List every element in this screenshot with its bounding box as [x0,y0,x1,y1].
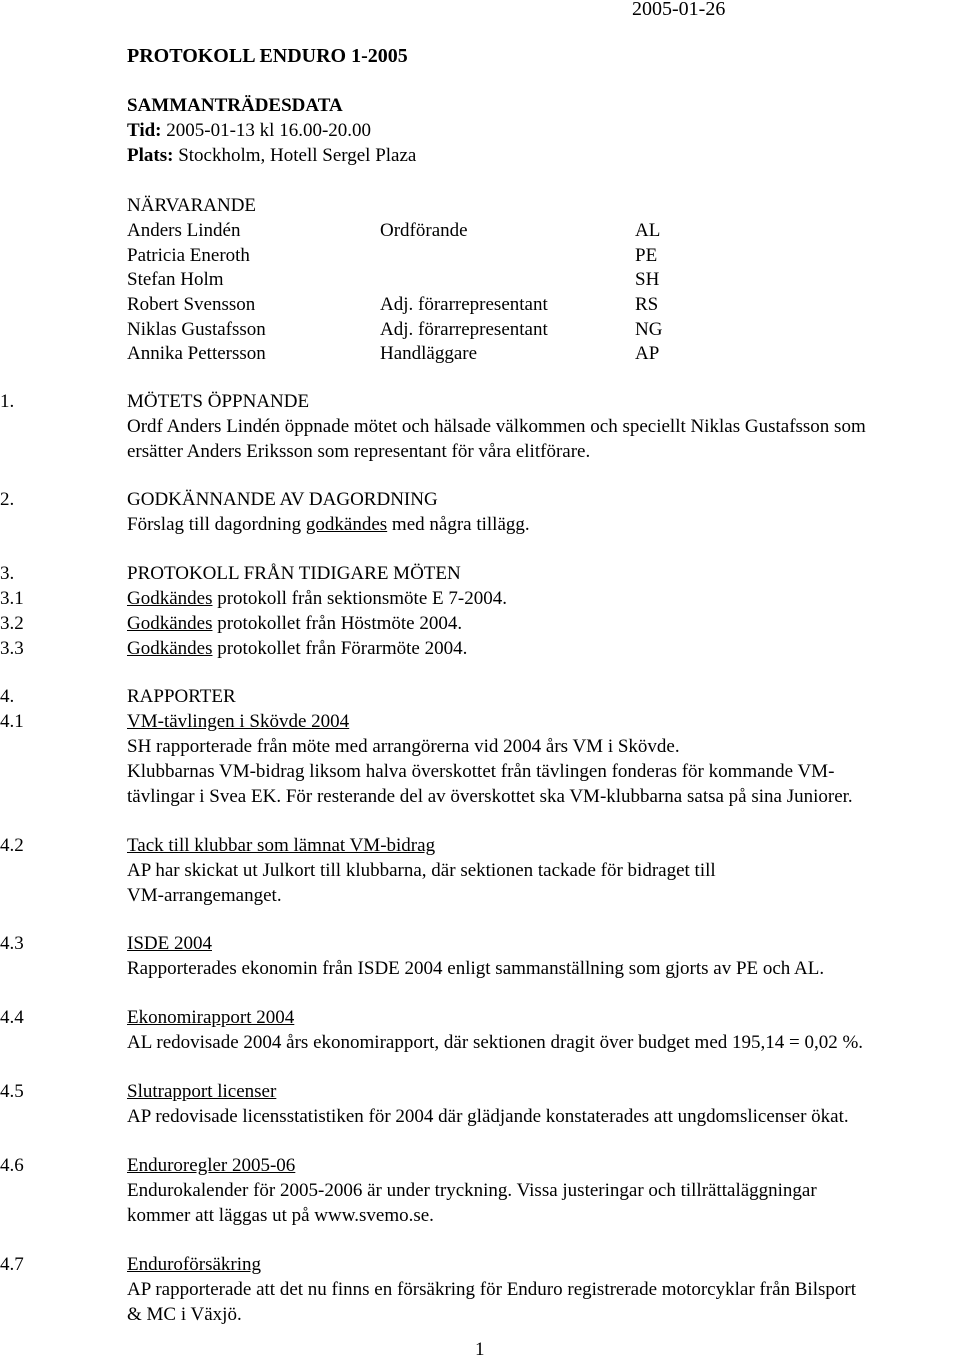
section-1-text-line: Ordf Anders Lindén öppnade mötet och hälsade välkommen och speciellt Niklas Gustafsson som [127,416,866,437]
attendee-initials: SH [635,269,660,291]
item-4-6-title: Enduroregler 2005-06 [127,1155,296,1176]
attendance-row [127,292,687,317]
attendee-initials: AP [635,343,660,365]
section-3-heading: PROTOKOLL FRÅN TIDIGARE MÖTEN [127,563,461,584]
item-3-2-number: 3.2 [0,613,24,634]
attendee-name: Anders Lindén [127,220,241,241]
attendance-heading: NÄRVARANDE [127,195,257,216]
item-4-7-line: & MC i Växjö. [127,1304,242,1325]
document-title: PROTOKOLL ENDURO 1-2005 [127,45,408,67]
attendee-role: Handläggare [380,343,478,365]
item-4-3-line: Rapporterades ekonomin från ISDE 2004 enligt sammanställning som gjorts av PE och AL. [127,958,825,979]
item-4-4-title: Ekonomirapport 2004 [127,1007,295,1028]
attendee-initials: RS [635,294,659,316]
section-2-text-pre: Förslag till dagordning [127,514,306,535]
attendee-role: Adj. förarrepresentant [380,318,548,340]
attendee-name: Robert Svensson [127,294,256,316]
item-4-7-line: AP rapporterade att det nu finns en försäkring för Enduro registrerade motorcyklar från Bilsport [127,1279,856,1300]
place-value: Stockholm, Hotell Sergel Plaza [173,145,417,166]
section-2-text [127,512,530,537]
item-3-2-underlined: Godkändes [127,613,213,634]
section-4-heading: RAPPORTER [127,686,236,707]
item-3-2-text [127,611,462,636]
attendance-table [127,218,687,366]
item-4-5-title: Slutrapport licenser [127,1081,277,1102]
item-4-1-line: tävlingar i Svea EK. För resterande del av överskottet ska VM-klubbarna satsa på sina Juniorer. [127,786,853,807]
section-2-underlined-word: godkändes [305,514,388,535]
item-4-5-number: 4.5 [0,1081,24,1102]
section-1-text-line: ersätter Anders Eriksson som representant för våra elitförare. [127,441,591,462]
section-2-number: 2. [0,489,15,510]
item-4-1-number: 4.1 [0,711,24,732]
item-4-2-title: Tack till klubbar som lämnat VM-bidrag [127,835,436,856]
item-3-3-rest: protokollet från Förarmöte 2004. [212,638,468,659]
item-3-1-underlined: Godkändes [127,588,213,609]
item-4-4-number: 4.4 [0,1007,24,1028]
item-4-6-number: 4.6 [0,1155,24,1176]
item-4-1-line: Klubbarnas VM-bidrag liksom halva överskottet från tävlingen fonderas för kommande VM- [127,761,835,782]
section-2-text-post: med några tillägg. [387,514,530,535]
meeting-heading: SAMMANTRÄDESDATA [127,95,343,116]
attendance-row [127,243,687,268]
item-4-2-number: 4.2 [0,835,24,856]
attendee-initials: NG [635,318,663,340]
item-4-2-line: VM-arrangemanget. [127,885,282,906]
document-date: 2005-01-26 [632,0,726,20]
attendance-row [127,317,687,342]
item-4-3-title: ISDE 2004 [127,933,212,954]
attendee-name: Patricia Eneroth [127,244,250,266]
item-3-2-rest: protokollet från Höstmöte 2004. [212,613,463,634]
attendee-role: Ordförande [380,220,468,241]
page-number: 1 [475,1339,485,1360]
item-3-3-number: 3.3 [0,638,24,659]
meeting-time [127,118,371,143]
item-4-7-title: Enduroförsäkring [127,1254,262,1275]
item-3-1-rest: protokoll från sektionsmöte E 7-2004. [212,588,507,609]
attendee-name: Niklas Gustafsson [127,318,266,340]
item-4-5-line: AP redovisade licensstatistiken för 2004 där glädjande konstaterades att ungdomslicenser ökat. [127,1106,849,1127]
section-2-heading: GODKÄNNANDE AV DAGORDNING [127,489,438,510]
item-3-3-underlined: Godkändes [127,638,213,659]
section-1-number: 1. [0,391,15,412]
meeting-place [127,143,416,168]
attendee-name: Annika Pettersson [127,343,266,365]
item-4-1-title: VM-tävlingen i Skövde 2004 [127,711,350,732]
item-4-7-number: 4.7 [0,1254,24,1275]
attendance-row [127,218,687,243]
time-value: 2005-01-13 kl 16.00-20.00 [161,120,372,141]
attendance-row [127,341,687,366]
item-4-4-line: AL redovisade 2004 års ekonomirapport, där sektionen dragit över budget med 195,14 = 0,02 %. [127,1032,864,1053]
section-3-number: 3. [0,563,15,584]
item-3-1-number: 3.1 [0,588,24,609]
item-4-6-line: kommer att läggas ut på www.svemo.se. [127,1205,434,1226]
item-4-3-number: 4.3 [0,933,24,954]
section-4-number: 4. [0,686,15,707]
item-4-6-line: Endurokalender för 2005-2006 är under tryckning. Vissa justeringar och tillrättaläggningar [127,1180,817,1201]
section-1-heading: MÖTETS ÖPPNANDE [127,391,310,412]
attendee-initials: AL [635,220,661,241]
attendee-name: Stefan Holm [127,269,224,291]
item-4-1-line: SH rapporterade från möte med arrangörerna vid 2004 års VM i Skövde. [127,736,680,757]
attendance-row [127,267,687,292]
item-3-3-text [127,636,467,661]
time-label: Tid: [127,120,162,141]
attendee-initials: PE [635,244,658,266]
item-3-1-text [127,586,507,611]
item-4-2-line: AP har skickat ut Julkort till klubbarna, där sektionen tackade för bidraget till [127,860,716,881]
attendee-role: Adj. förarrepresentant [380,294,548,316]
place-label: Plats: [127,145,174,166]
